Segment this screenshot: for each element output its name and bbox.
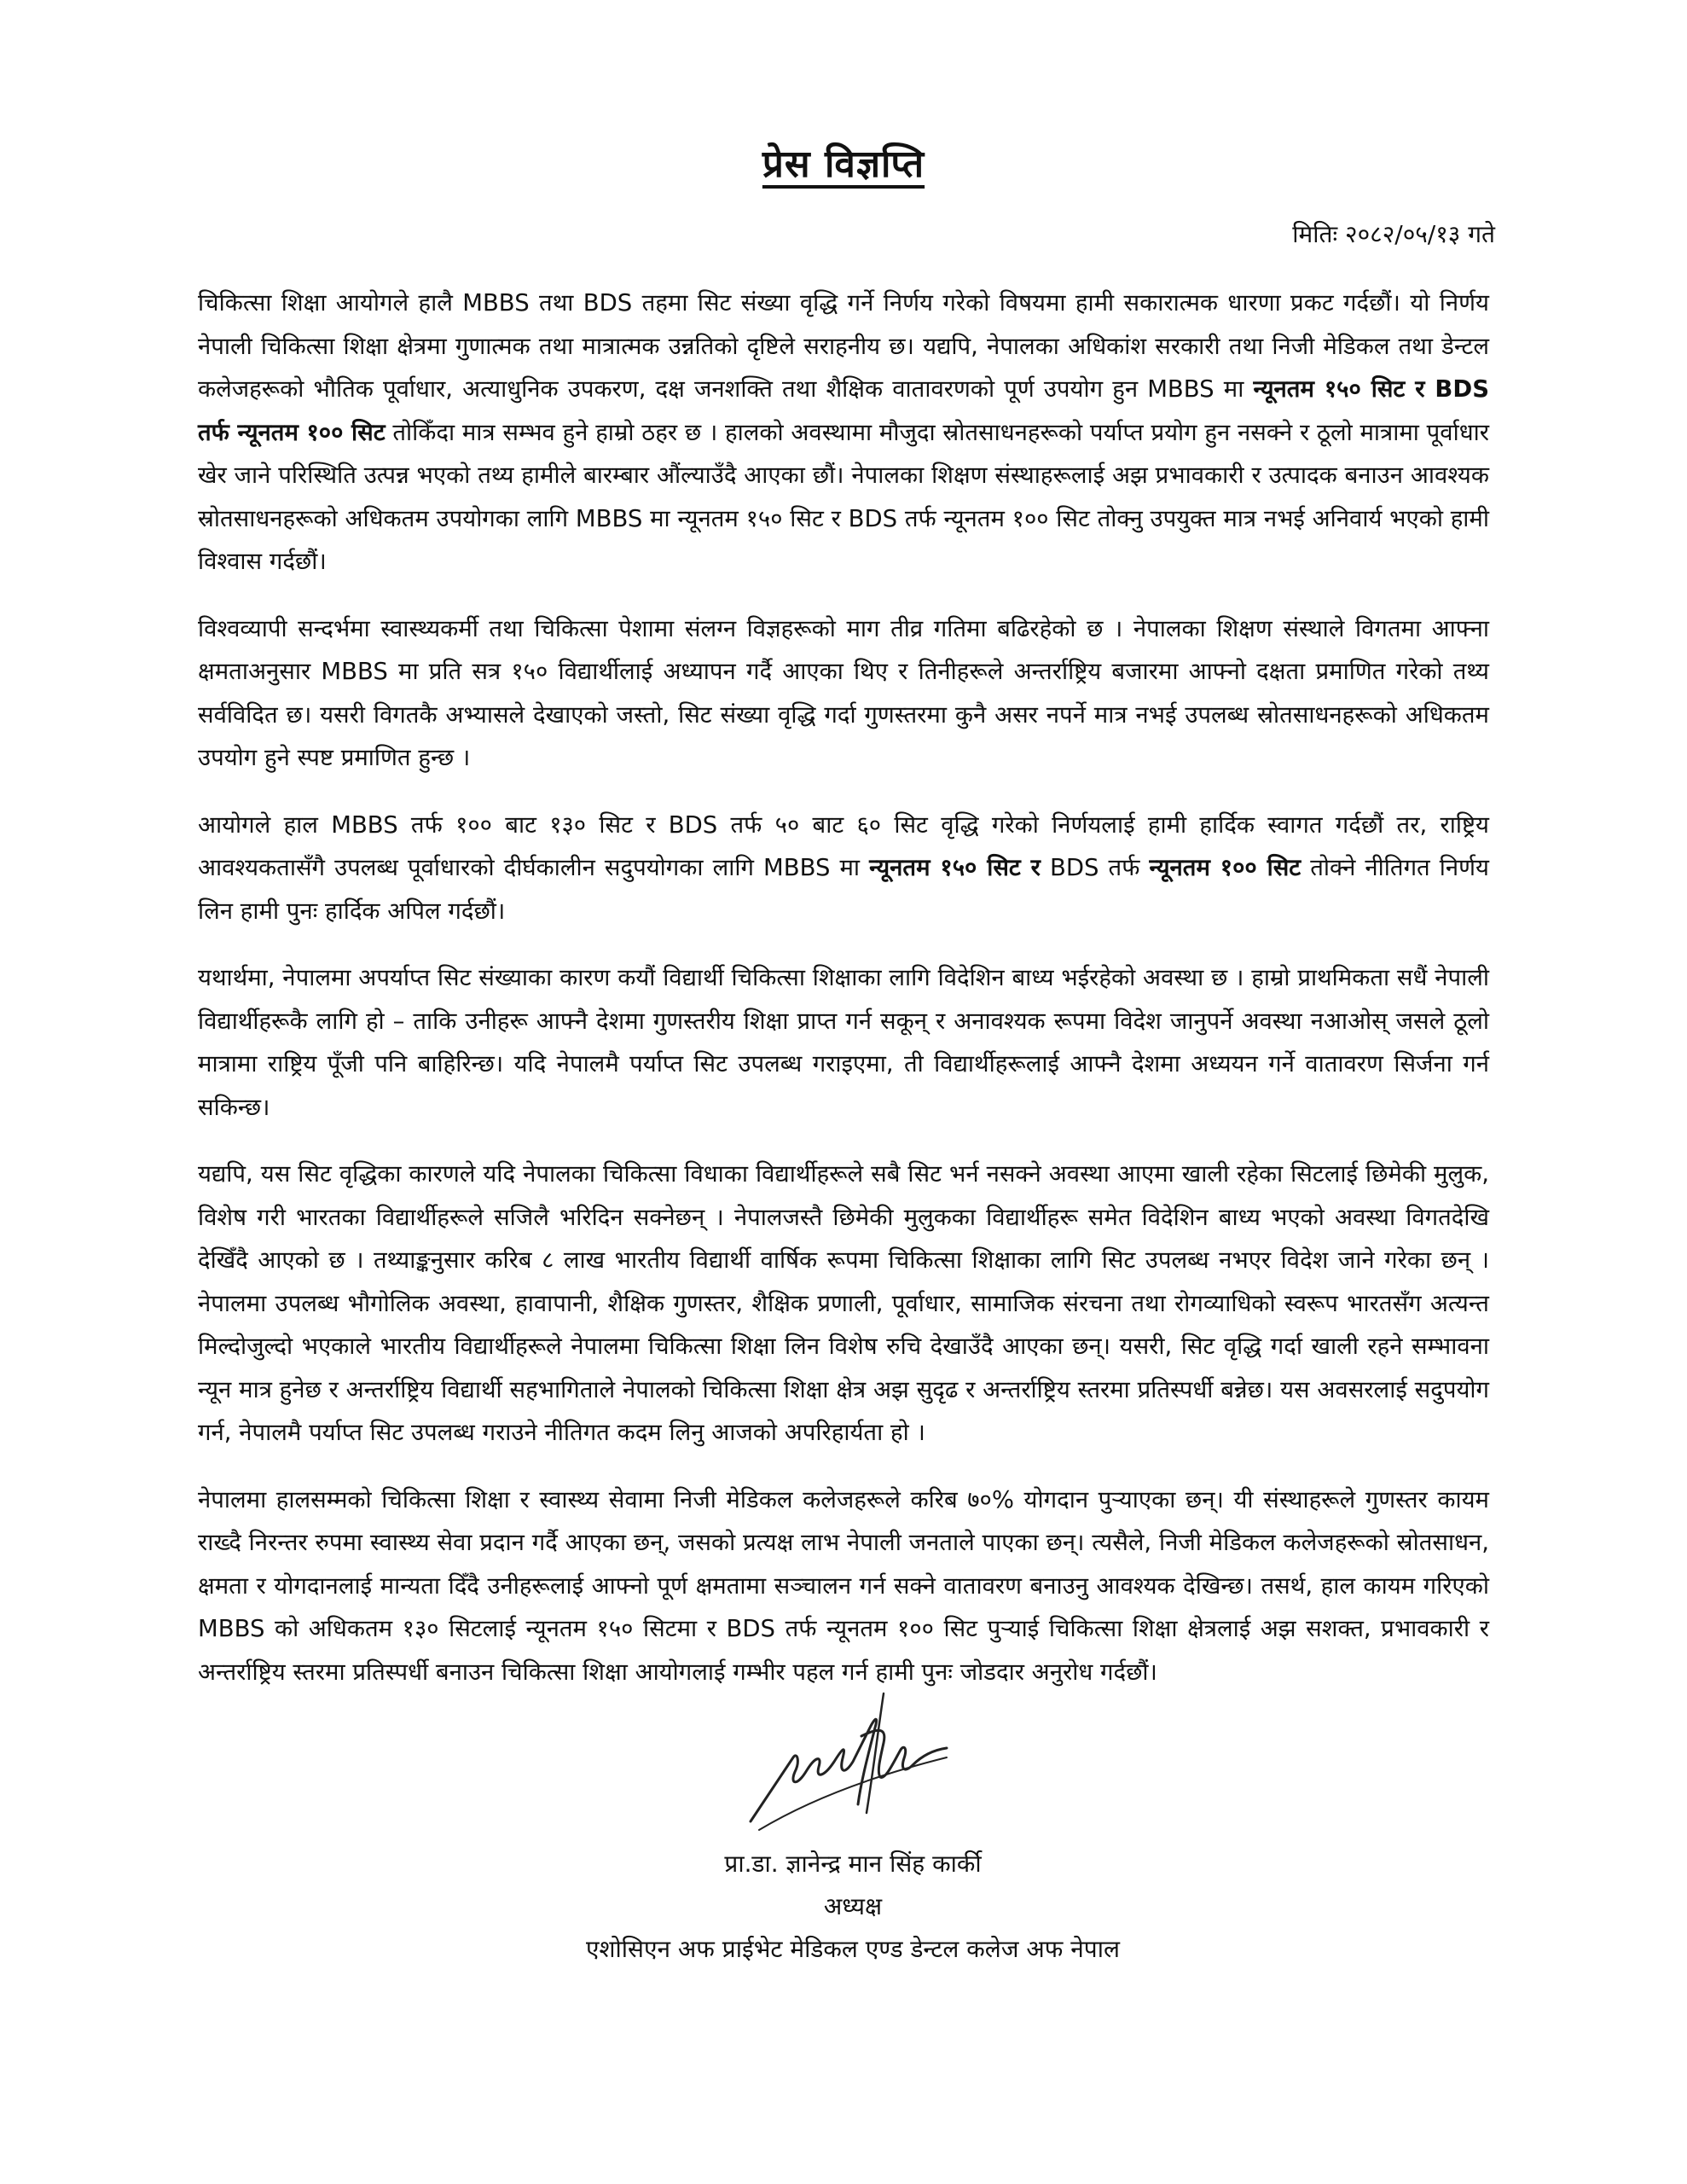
signatory-block [426,1843,1279,1971]
paragraph-text: यद्यपि, यस सिट वृद्धिका कारणले यदि नेपालका चिकित्सा विधाका विद्यार्थीहरूले सबै सिट भर्न नसक्ने अवस्था आएमा खाली रहेका सिटलाई छिमेकी मुलुक, विशेष गरी भारतका विद्यार्थीहरूले सजिलै भरिदिन सक्नेछन् । नेपालजस्तै छिमेकी मुलुकका विद्यार्थीहरू समेत विदेशिन बाध्य भएको अवस्था विगतदेखि देखिँदै आएको छ । तथ्याङ्कनुसार करिब ८ लाख भारतीय विद्यार्थी वार्षिक रूपमा चिकित्सा शिक्षाका लागि सिट उपलब्ध नभएर विदेश जाने गरेका छन् । नेपालमा उपलब्ध भौगोलिक अवस्था, हावापानी, शैक्षिक गुणस्तर, शैक्षिक प्रणाली, पूर्वाधार, सामाजिक संरचना तथा रोगव्याधिको स्वरूप भारतसँग अत्यन्त मिल्दोजुल्दो भएकाले भारतीय विद्यार्थीहरूले नेपालमा चिकित्सा शिक्षा लिन विशेष रुचि देखाउँदै आएका छन्। यसरी, सिट वृद्धि गर्दा खाली रहने सम्भावना न्यून मात्र हुनेछ र अन्तर्राष्ट्रिय विद्यार्थी सहभागिताले नेपालको चिकित्सा शिक्षा क्षेत्र अझ सुदृढ र अन्तर्राष्ट्रिय स्तरमा प्रतिस्पर्धी बन्नेछ। यस अवसरलाई सदुपयोग गर्न, नेपालमै पर्याप्त सिट उपलब्ध गराउने नीतिगत कदम लिनु आजको अपरिहार्यता हो । [198,1160,1489,1446]
emphasized-text: न्यूनतम १५० सिट र [869,854,1041,881]
paragraph-text: नेपालमा हालसम्मको चिकित्सा शिक्षा र स्वास्थ्य सेवामा निजी मेडिकल कलेजहरूले करिब ७०% योगदान पुऱ्याएका छन्। यी संस्थाहरूले गुणस्तर कायम राख्दै निरन्तर रुपमा स्वास्थ्य सेवा प्रदान गर्दै आएका छन्, जसको प्रत्यक्ष लाभ नेपाली जनताले पाएका छन्। त्यसैले, निजी मेडिकल कलेजहरूको स्रोतसाधन, क्षमता र योगदानलाई मान्यता दिँदै उनीहरूलाई आफ्नो पूर्ण क्षमतामा सञ्चालन गर्न सक्ने वातावरण बनाउनु आवश्यक देखिन्छ। तसर्थ, हाल कायम गरिएको MBBS को अधिकतम १३० सिटलाई न्यूनतम १५० सिटमा र BDS तर्फ न्यूनतम १०० सिट पुऱ्याई चिकित्सा शिक्षा क्षेत्रलाई अझ सशक्त, प्रभावकारी र अन्तर्राष्ट्रिय स्तरमा प्रतिस्पर्धी बनाउन चिकित्सा शिक्षा आयोगलाई गम्भीर पहल गर्न हामी पुनः जोडदार अनुरोध गर्दछौं। [198,1485,1489,1686]
signatory-organization: एशोसिएन अफ प्राईभेट मेडिकल एण्ड डेन्टल कलेज अफ नेपाल [586,1935,1120,1963]
emphasized-text: न्यूनतम १५० सिट र BDS तर्फ न्यूनतम १०० सिट [198,375,1490,446]
paragraph-text: विश्वव्यापी सन्दर्भमा स्वास्थ्यकर्मी तथा चिकित्सा पेशामा संलग्न विज्ञहरूको माग तीव्र गतिमा बढिरहेको छ । नेपालका शिक्षण संस्थाले विगतमा आफ्ना क्षमताअनुसार MBBS मा प्रति सत्र १५० विद्यार्थीलाई अध्यापन गर्दै आएका थिए र तिनीहरूले अन्तर्राष्ट्रिय बजारमा आफ्नो दक्षता प्रमाणित गरेको तथ्य सर्वविदित छ। यसरी विगतकै अभ्यासले देखाएको जस्तो, सिट संख्या वृद्धि गर्दा गुणस्तरमा कुनै असर नपर्ने मात्र नभई उपलब्ध स्रोतसाधनहरूको अधिकतम उपयोग हुने स्पष्ट प्रमाणित हुन्छ । [198,614,1489,771]
body-paragraph [198,956,1489,1129]
handwritten-signature [733,1676,972,1847]
signatory-position: अध्यक्ष [823,1892,883,1920]
signatory-name: प्रा.डा. ज्ञानेन्द्र मान सिंह कार्की [724,1850,982,1878]
document-date: मितिः २०८२/०५/१३ गते [1292,220,1495,248]
emphasized-text: न्यूनतम १०० सिट [1149,854,1301,881]
paragraph-text: BDS तर्फ [1040,854,1150,881]
paragraph-text: तोकिँदा मात्र सम्भव हुने हाम्रो ठहर छ । हालको अवस्थामा मौजुदा स्रोतसाधनहरूको पर्याप्त प्रयोग हुन नसक्ने र ठूलो मात्रामा पूर्वाधार खेर जाने परिस्थिति उत्पन्न भएको तथ्य हामीले बारम्बार औंल्याउँदै आएका छौं। नेपालका शिक्षण संस्थाहरूलाई अझ प्रभावकारी र उत्पादक बनाउन आवश्यक स्रोतसाधनहरूको अधिकतम उपयोगका लागि MBBS मा न्यूनतम १५० सिट र BDS तर्फ न्यूनतम १०० सिट तोक्नु उपयुक्त मात्र नभई अनिवार्य भएको हामी विश्वास गर्दछौं। [198,418,1489,575]
paragraph-text: चिकित्सा शिक्षा आयोगले हालै MBBS तथा BDS तहमा सिट संख्या वृद्धि गर्ने निर्णय गरेको विषयमा हामी सकारात्मक धारणा प्रकट गर्दछौं। यो निर्णय नेपाली चिकित्सा शिक्षा क्षेत्रमा गुणात्मक तथा मात्रात्मक उन्नतिको दृष्टिले सराहनीय छ। यद्यपि, नेपालका अधिकांश सरकारी तथा निजी मेडिकल तथा डेन्टल कलेजहरूको भौतिक पूर्वाधार, अत्याधुनिक उपकरण, दक्ष जनशक्ति तथा शैक्षिक वातावरणको पूर्ण उपयोग हुन MBBS मा [198,289,1489,403]
document-title: प्रेस विज्ञप्ति [762,142,925,186]
body-paragraph [198,1478,1489,1694]
body-paragraph [198,1153,1489,1455]
paragraph-text: तोक्ने नीतिगत निर्णय लिन हामी पुनः हार्दिक अपिल गर्दछौं। [198,854,1489,925]
body-paragraph [198,804,1489,933]
paragraph-text: यथार्थमा, नेपालमा अपर्याप्त सिट संख्याका कारण कयौं विद्यार्थी चिकित्सा शिक्षाका लागि विदेशिन बाध्य भईरहेको अवस्था छ । हाम्रो प्राथमिकता सधैं नेपाली विद्यार्थीहरूकै लागि हो – ताकि उनीहरू आफ्नै देशमा गुणस्तरीय शिक्षा प्राप्त गर्न सकून् र अनावश्यक रूपमा विदेश जानुपर्ने अवस्था नआओस् जसले ठूलो मात्रामा राष्ट्रिय पूँजी पनि बाहिरिन्छ। यदि नेपालमै पर्याप्त सिट उपलब्ध गराइएमा, ती विद्यार्थीहरूलाई आफ्नै देशमा अध्ययन गर्ने वातावरण सिर्जना गर्न सकिन्छ। [198,964,1489,1121]
document-body [198,282,1489,1717]
paragraph-text: आयोगले हाल MBBS तर्फ १०० बाट १३० सिट र BDS तर्फ ५० बाट ६० सिट वृद्धि गरेको निर्णयलाई हामी हार्दिक स्वागत गर्दछौं तर, राष्ट्रिय आवश्यकतासँगै उपलब्ध पूर्वाधारको दीर्घकालीन सदुपयोगका लागि MBBS मा [198,810,1489,881]
body-paragraph [198,282,1489,584]
body-paragraph [198,607,1489,780]
